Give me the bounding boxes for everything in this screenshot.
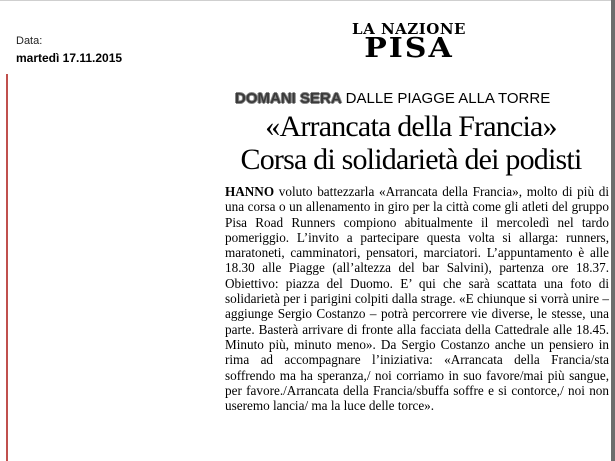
- article-kicker: [235, 90, 550, 107]
- article-headline: [215, 110, 607, 176]
- article-body: [225, 184, 609, 413]
- masthead-edition-city: PISA: [364, 32, 454, 65]
- masthead-newspaper-name: LA NAZIONE: [352, 20, 466, 38]
- clipping-left-rule: [6, 74, 8, 461]
- page-top-border: [0, 0, 615, 5]
- window-right-edge: [611, 0, 615, 461]
- date-value: martedì 17.11.2015: [16, 51, 123, 65]
- headline-line-1: «Arrancata della Francia»: [265, 110, 557, 143]
- kicker-strong: DOMANI SERA: [235, 90, 342, 107]
- lead-word: HANNO: [225, 184, 275, 199]
- date-label: Data:: [16, 35, 43, 47]
- kicker-rest: DALLE PIAGGE ALLA TORRE: [345, 90, 551, 107]
- headline-line-2: Corsa di solidarietà dei podisti: [240, 143, 582, 176]
- body-text: voluto battezzarla «Arrancata della Francia», molto di più di una corsa o un allenamento in giro per la città come gli atleti del gruppo Pisa Road Runners compiono abitualmente il mercoledì nel tardo pomeriggio. L’invito a partecipare questa volta si allarga: runners, maratoneti, camminatori, pensatori, marciatori. L’appuntamento è alle 18.30 alle Piagge (all’altezza del bar Salvini), partenza ore 18.37. Obiettivo: piazza del Duomo. E’ qui che sarà scattata una foto di solidarietà per i parigini colpiti dalla strage. «E chiunque si vorrà unire – aggiunge Sergio Costanzo – potrà percorrere vie diverse, le stesse, una parte. Basterà arrivare di fronte alla facciata della Cattedrale alle 18.45. Minuto più, minuto meno». Da Sergio Costanzo anche un pensiero in rima ad accompagnare l’iniziativa: «Arrancata della Francia/sta soffrendo ma ha speranza,/ noi corriamo in suo favore/mai più sangue, per favore./Arrancata della Francia/sbuffa soffre e si contorce,/ noi non useremo lancia/ ma la luce delle torce».: [225, 184, 609, 414]
